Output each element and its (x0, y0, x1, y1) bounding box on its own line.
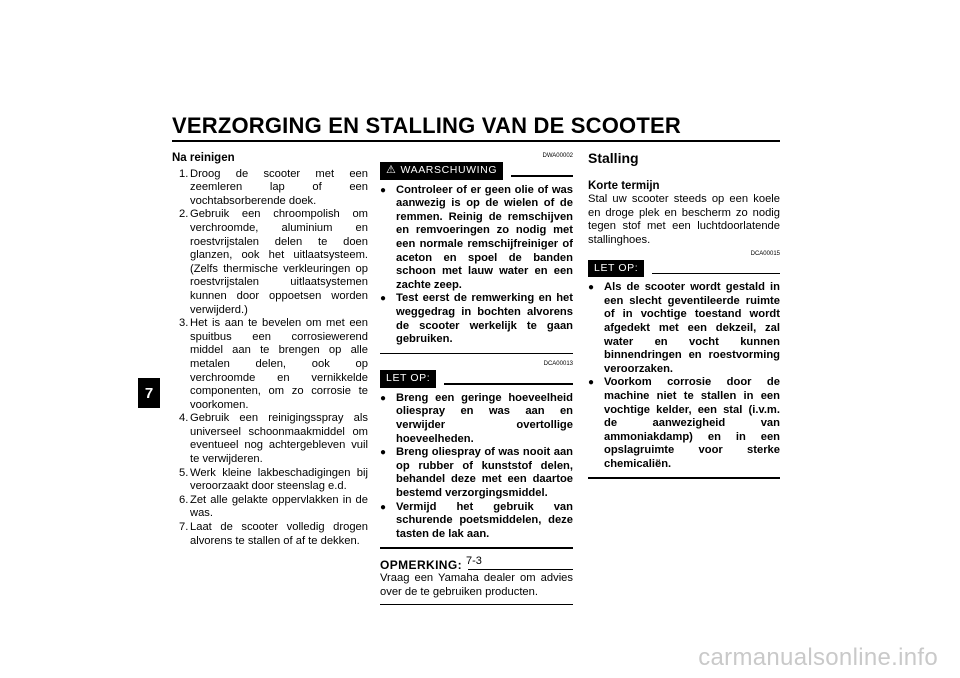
caution-header (380, 370, 573, 388)
column-left (172, 152, 368, 548)
caution-rule (444, 383, 573, 385)
warning-label: ⚠ WAARSCHUWING (380, 162, 503, 180)
list-item: ● Breng oliespray of was nooit aan op rubber of kunststof delen, behandel deze met een daartoe bestemd verzorgingsmiddel. (380, 446, 573, 499)
note-text: Vraag een Yamaha dealer om advies over de te gebruiken producten. (380, 572, 573, 599)
list-item: 1. Droog de scooter met een zeemleren lap of een vochtabsorberende doek. (179, 167, 368, 207)
caution-label: LET OP: (588, 260, 644, 278)
caution-end-rule (380, 547, 573, 549)
warning-header (380, 162, 573, 180)
caution-rule (652, 273, 780, 275)
bullet-icon: ● (380, 501, 387, 513)
note-rule (468, 569, 573, 570)
header-rule (172, 140, 780, 142)
bullet-icon: ● (380, 293, 387, 305)
list-item: 2. Gebruik een chroompolish om verchroomde, aluminium en roestvrijstalen delen te doen glanzen, ook het uitlaatsysteem. (Zelfs thermische verkleuringen op roestvrijstalen uitlaatsystemen kunnen door oppoetsen worden verwijderd.) (179, 208, 368, 316)
list-item: ● Voorkom corrosie door de machine niet te stallen in een vochtige kelder, een stal (i.v.m. de aanwezigheid van ammoniakdamp) en in een opslagruimte voor sterke chemicaliën. (588, 376, 780, 470)
column-right (588, 152, 780, 479)
list-item: ● Vermijd het gebruik van schurende poetsmiddelen, deze tasten de lak aan. (380, 500, 573, 540)
caution-code: DCA00015 (750, 250, 780, 257)
bullet-icon: ● (380, 392, 387, 404)
cleaning-steps-list (172, 168, 368, 549)
storage-paragraph: Stal uw scooter steeds op een koele en droge plek en bescherm zo nodig tegen stof met een luchtdoorlatende stallinghoes. (588, 193, 780, 246)
warning-end-rule (380, 353, 573, 355)
section-heading-na-reinigen: Na reinigen (172, 152, 235, 164)
note-end-rule (380, 604, 573, 605)
list-item: 3. Het is aan te bevelen om met een spuitbus een corrosiewerend middel aan te brengen op alle metalen delen, ook op verchroomde en vernikkelde componenten, om zo corrosie te voorkomen. (179, 317, 368, 411)
column-middle (380, 152, 573, 605)
list-item: ● Als de scooter wordt gestald in een slecht geventileerde ruimte of in vochtige toestand wordt afgedekt met een dekzeil, zal water en vocht kunnen binnendringen en roestvorming veroorzaken. (588, 281, 780, 375)
caution-code: DCA00013 (543, 361, 573, 368)
list-item: 5. Werk kleine lakbeschadigingen bij veroorzaakt door steenslag e.d. (179, 466, 368, 493)
section-title-stalling: Stalling (588, 150, 639, 166)
page-title: VERZORGING EN STALLING VAN DE SCOOTER (172, 113, 681, 138)
bullet-icon: ● (380, 184, 387, 196)
caution-list (380, 392, 573, 542)
caution-header (588, 260, 780, 278)
warning-rule (511, 175, 573, 177)
list-item: ● Test eerst de remwerking en het weggedrag in bochten alvorens de scooter werkelijk te gaan gebruiken. (380, 292, 573, 346)
subheading-korte-termijn: Korte termijn (588, 179, 660, 192)
bullet-icon: ● (380, 447, 387, 459)
list-item: 4. Gebruik een reinigingsspray als universeel schoonmaakmiddel om eventueel nog achtergebleven vuil te verwijderen. (179, 412, 368, 466)
list-item: 6. Zet alle gelakte oppervlakken in de was. (179, 493, 368, 520)
page-number: 7-3 (466, 555, 482, 567)
caution-list (588, 281, 780, 471)
list-item: ● Controleer of er geen olie of was aanwezig is op de wielen of de remmen. Reinig de remschijven en remvoeringen zo nodig met een normale remschijfreiniger of aceton en spoel de banden schoon met lauw water en een zachte zeep. (380, 183, 573, 291)
chapter-tab: 7 (138, 378, 160, 408)
bullet-icon: ● (588, 282, 595, 294)
watermark: carmanualsonline.info (698, 644, 938, 671)
note-label: OPMERKING: (380, 557, 462, 572)
warning-code: DWA00002 (542, 153, 573, 159)
list-item: 7. Laat de scooter volledig drogen alvorens te stallen of af te dekken. (179, 521, 368, 547)
warning-list (380, 184, 573, 347)
caution-end-rule (588, 477, 780, 479)
bullet-icon: ● (588, 377, 595, 389)
caution-label: LET OP: (380, 370, 436, 388)
list-item: ● Breng een geringe hoeveelheid oliespray en was aan en verwijder overtollige hoeveelheden. (380, 391, 573, 445)
warning-triangle-icon: ⚠ (386, 164, 397, 176)
